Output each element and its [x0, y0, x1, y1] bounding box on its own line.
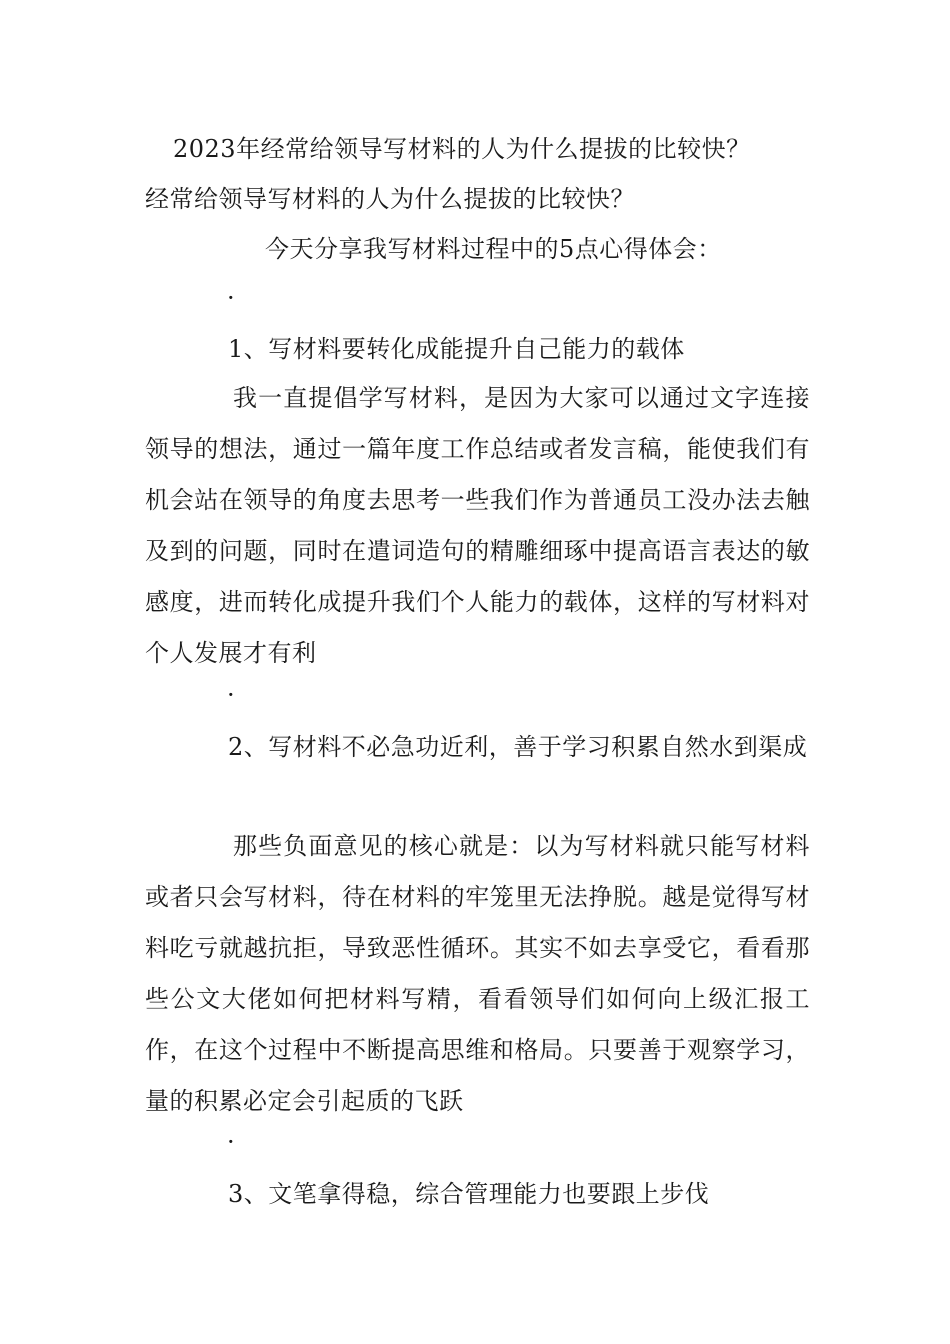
section-1-heading: 1、写材料要转化成能提升自己能力的载体 [228, 335, 685, 363]
section-2-body: 那些负面意见的核心就是：以为写材料就只能写材料或者只会写材料，待在材料的牢笼里无法挣脱。越是觉得写材料吃亏就越抗拒，导致恶性循环。其实不如去享受它，看看那些公文大佬如何把材料写精，看看领导们如何向上级汇报工作，在这个过程中不断提高思维和格局。只要善于观察学习，量的积累必定会引起质的飞跃 [145, 832, 810, 1115]
section-1-body: 我一直提倡学写材料，是因为大家可以通过文字连接领导的想法，通过一篇年度工作总结或者发言稿，能使我们有机会站在领导的角度去思考一些我们作为普通员工没办法去触及到的问题，同时在遣词造句的精雕细琢中提高语言表达的敏感度，进而转化成提升我们个人能力的载体，这样的写材料对个人发展才有利 [145, 384, 810, 667]
section-2-heading: 2、写材料不必急功近利，善于学习积累自然水到渠成 [228, 733, 808, 761]
separator-dot: · [227, 284, 235, 312]
separator-dot: · [227, 1128, 235, 1156]
document-title: 2023年经常给领导写材料的人为什么提拔的比较快？ [173, 135, 751, 163]
document-subtitle: 经常给领导写材料的人为什么提拔的比较快？ [145, 185, 635, 213]
separator-dot: · [227, 681, 235, 709]
section-3-heading: 3、文笔拿得稳，综合管理能力也要跟上步伐 [228, 1180, 710, 1208]
intro-line: 今天分享我写材料过程中的5点心得体会： [265, 235, 722, 263]
